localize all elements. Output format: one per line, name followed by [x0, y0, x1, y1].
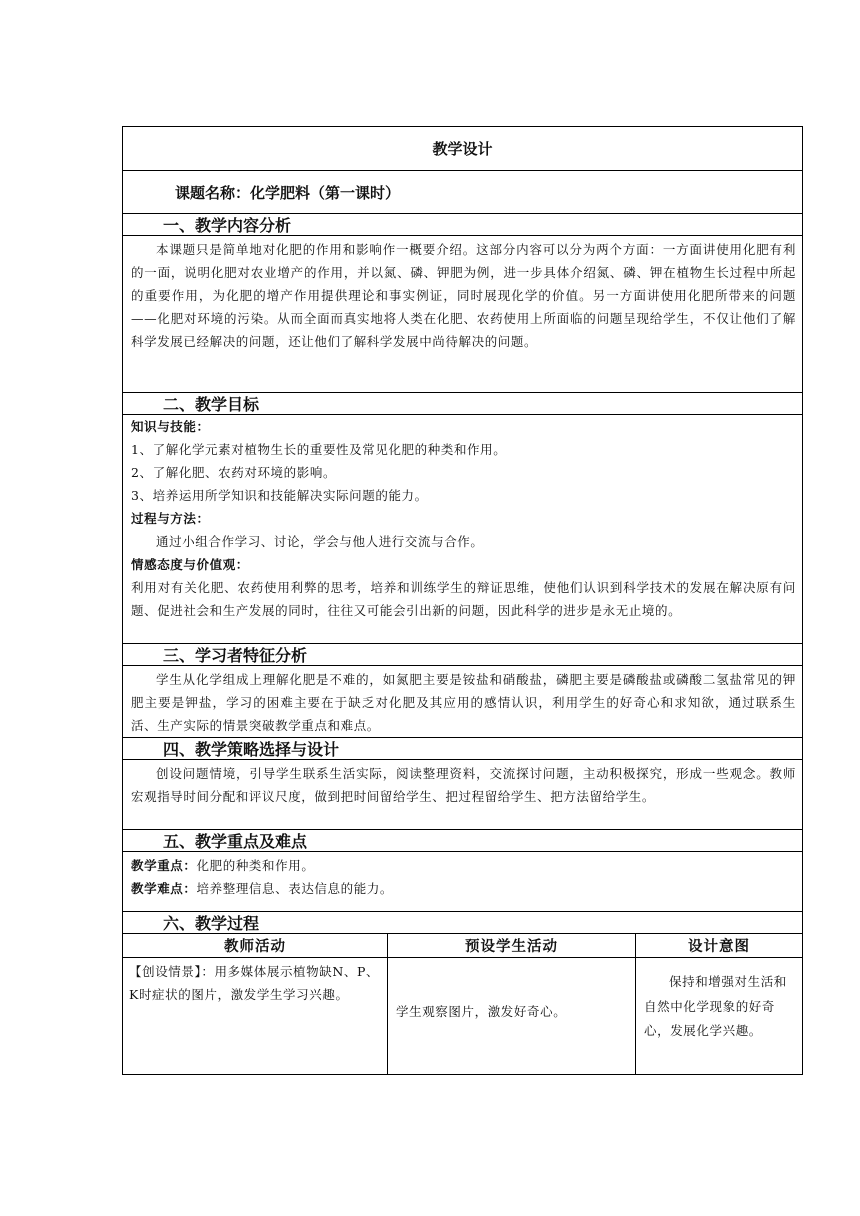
scenario-tag: 【创设情景】: [129, 964, 202, 979]
section-4-heading: 四、教学策略选择与设计: [123, 738, 802, 760]
section-3-body: [123, 666, 802, 738]
section-3-heading: 三、学习者特征分析: [123, 644, 802, 666]
column-header-student: 预设学生活动: [388, 934, 636, 957]
process-label: 过程与方法：: [131, 511, 210, 526]
knowledge-item: 3、培养运用所学知识和技能解决实际问题的能力。: [131, 488, 428, 503]
content-analysis-text: 本课题只是简单地对化肥的作用和影响作一概要介绍。这部分内容可以分为两个方面：一方面讲使用化肥有利的一面，说明化肥对农业增产的作用，并以氮、磷、钾肥为例，进一步具体介绍氮、磷、钾在植物生长过程中所起的重要作用，为化肥的增产作用提供理论和事实例证，同时展现化学的价值。另一方面讲使用化肥所带来的问题——化肥对环境的污染。从而全面而真实地将人类在化肥、农药使用上所面临的问题呈现给学生，不仅让他们了解科学发展已经解决的问题，还让他们了解科学发展中尚待解决的问题。: [131, 242, 796, 349]
lesson-plan-table: [122, 126, 803, 1075]
design-intent-text: 保持和增强对生活和自然中化学现象的好奇心，发展化学兴趣。: [644, 974, 787, 1038]
section-5-heading: 五、教学重点及难点: [123, 830, 802, 852]
emotion-label: 情感态度与价值观：: [131, 557, 249, 572]
difficulty-text: 培养整理信息、表达信息的能力。: [196, 881, 394, 896]
section-1-heading: 一、教学内容分析: [123, 214, 802, 236]
section-2-body: [123, 415, 802, 644]
section-6-heading: 六、教学过程: [123, 912, 802, 934]
process-table-header: [123, 934, 802, 958]
knowledge-item: 2、了解化肥、农药对环境的影响。: [131, 465, 337, 480]
key-point-label: 教学重点：: [131, 858, 197, 873]
section-5-body: [123, 852, 802, 912]
section-4-body: [123, 760, 802, 830]
section-1-body: [123, 236, 802, 393]
lesson-title: 课题名称：化学肥料（第一课时）: [123, 171, 802, 214]
emotion-text: 利用对有关化肥、农药使用利弊的思考，培养和训练学生的辩证思维，使他们认识到科学技术的发展在解决原有问题、促进社会和生产发展的同时，往往又可能会引出新的问题，因此科学的进步是永无止境的。: [131, 580, 796, 618]
section-2-heading: 二、教学目标: [123, 393, 802, 415]
student-activity-text: 学生观察图片，激发好奇心。: [396, 1004, 567, 1019]
knowledge-label: 知识与技能：: [131, 419, 210, 434]
process-table-row: [123, 958, 802, 1074]
design-intent-cell: [636, 958, 802, 1074]
teacher-activity-cell: [123, 958, 388, 1074]
strategy-text: 创设问题情境，引导学生联系生活实际，阅读整理资料，交流探讨问题，主动积极探究，形成一些观念。教师宏观指导时间分配和评议尺度，做到把时间留给学生、把过程留给学生、把方法留给学生。: [131, 766, 796, 804]
knowledge-item: 1、了解化学元素对植物生长的重要性及常见化肥的种类和作用。: [131, 442, 507, 457]
column-header-teacher: 教师活动: [123, 934, 388, 957]
process-text: 通过小组合作学习、讨论，学会与他人进行交流与合作。: [156, 534, 484, 549]
difficulty-label: 教学难点：: [131, 881, 197, 896]
teacher-activity-text: ：用多媒体展示植物缺N、P、K时症状的图片，激发学生学习兴趣。: [129, 964, 380, 1002]
student-activity-cell: [388, 958, 636, 1074]
doc-title: 教学设计: [123, 127, 802, 171]
key-point-text: 化肥的种类和作用。: [196, 858, 315, 873]
column-header-intent: 设计意图: [688, 939, 750, 955]
learner-analysis-text: 学生从化学组成上理解化肥是不难的，如氮肥主要是铵盐和硝酸盐，磷肥主要是磷酸盐或磷酸二氢盐常见的钾肥主要是钾盐，学习的困难主要在于缺乏对化肥及其应用的感情认识，利用学生的好奇心和求知欲，通过联系生活、生产实际的情景突破教学重点和难点。: [131, 672, 796, 733]
